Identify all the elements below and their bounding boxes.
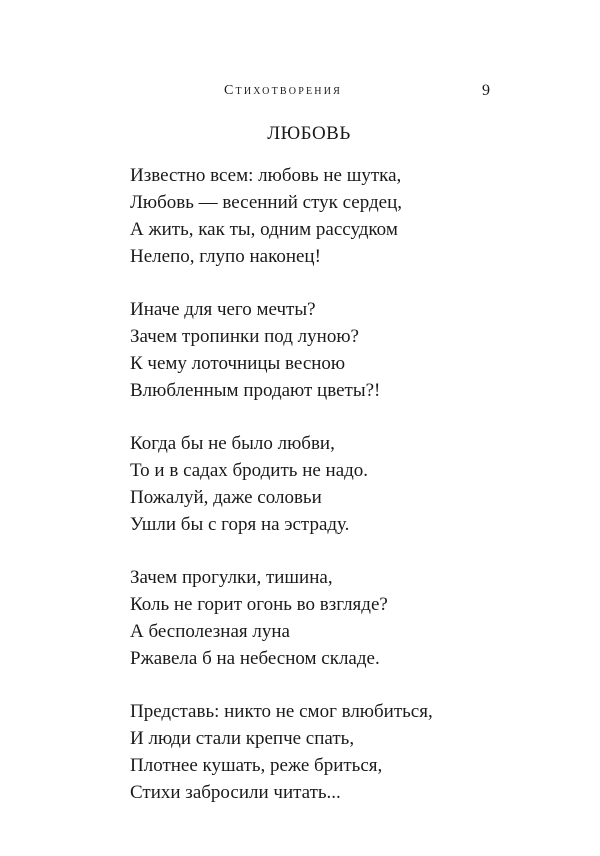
poem-line: Плотнее кушать, реже бриться, [130,755,383,776]
poem-line: Зачем тропинки под луною? [130,326,359,347]
poem-body [130,162,550,832]
poem-line: А жить, как ты, одним рассудком [130,219,398,240]
poem-line: А бесполезная луна [130,621,290,642]
poem-title: ЛЮБОВЬ [267,123,351,144]
poem-line: Когда бы не было любви, [130,433,335,454]
poem-line: Любовь — весенний стук сердец, [130,192,403,213]
poem-line: Стихи забросили читать... [130,782,341,803]
stanza-3 [130,430,550,538]
stanza-5 [130,698,550,806]
poem-line: Известно всем: любовь не шутка, [130,165,402,186]
poem-line: Представь: никто не смог влюбиться, [130,701,433,722]
poem-line: Пожалуй, даже соловьи [130,487,322,508]
poem-line: Ржавела б на небесном складе. [130,648,380,669]
poem-line: Нелепо, глупо наконец! [130,246,321,267]
poem-line: К чему лоточницы весною [130,353,346,374]
stanza-4 [130,564,550,672]
poem-line: Влюбленным продают цветы?! [130,380,381,401]
poem-line: Иначе для чего мечты? [130,299,316,320]
page-number: 9 [482,82,490,99]
running-head [0,80,600,102]
section-title: Стихотворения [224,83,342,98]
poem-line: То и в садах бродить не надо. [130,460,369,481]
poem-line: Ушли бы с горя на эстраду. [130,514,350,535]
stanza-1 [130,162,550,270]
stanza-2 [130,296,550,404]
poem-line: Коль не горит огонь во взгляде? [130,594,388,615]
poem-line: Зачем прогулки, тишина, [130,567,333,588]
poem-line: И люди стали крепче спать, [130,728,355,749]
